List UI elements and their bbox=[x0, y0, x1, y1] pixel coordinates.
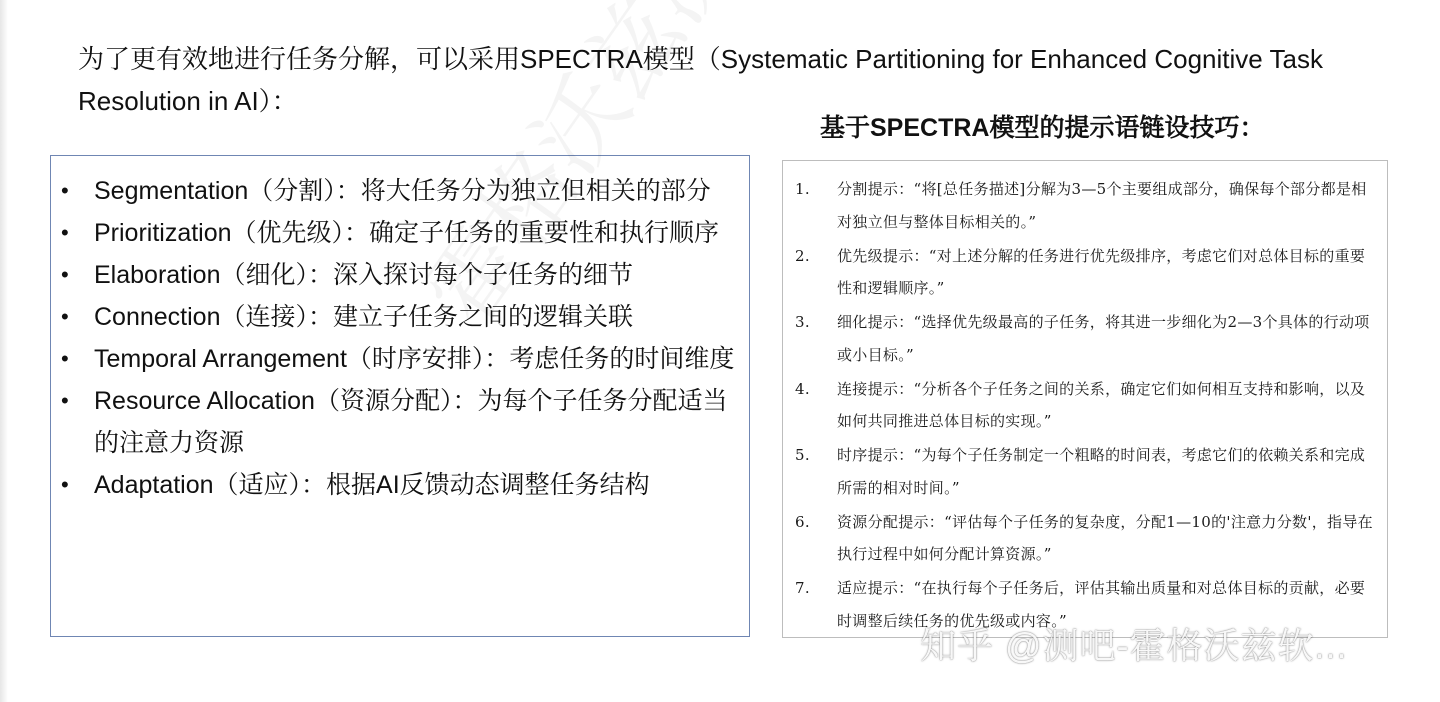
tip-item bbox=[783, 506, 1387, 571]
intro-paragraph: 为了更有效地进行任务分解，可以采用SPECTRA模型（Systematic Partitioning for Enhanced Cognitive Task Resolution in AI）： bbox=[78, 44, 1323, 116]
tip-item bbox=[783, 373, 1387, 438]
tip-text: 时序提示：“为每个子任务制定一个粗略的时间表，考虑它们的依赖关系和完成所需的相对时间。” bbox=[837, 446, 1366, 497]
bullet-icon: • bbox=[61, 388, 69, 413]
tip-text: 优先级提示：“对上述分解的任务进行优先级排序，考虑它们对总体目标的重要性和逻辑顺序。” bbox=[837, 246, 1366, 297]
list-item bbox=[51, 212, 749, 254]
tip-item bbox=[783, 173, 1387, 238]
zhihu-watermark: 知乎 @测吧-霍格沃兹软... bbox=[920, 625, 1348, 666]
list-item-text: Temporal Arrangement（时序安排）：考虑任务的时间维度 bbox=[94, 345, 735, 373]
list-item-text: Prioritization（优先级）：确定子任务的重要性和执行顺序 bbox=[94, 219, 720, 247]
list-item bbox=[51, 170, 749, 212]
list-item-text: Adaptation（适应）：根据AI反馈动态调整任务结构 bbox=[94, 471, 650, 499]
left-edge-shade bbox=[0, 0, 8, 702]
tip-text: 细化提示：“选择优先级最高的子任务，将其进一步细化为2—3个具体的行动项或小目标。” bbox=[837, 313, 1370, 364]
tip-number: 3. bbox=[795, 313, 810, 331]
tip-number: 6. bbox=[795, 512, 810, 531]
tip-text: 连接提示：“分析各个子任务之间的关系，确定它们如何相互支持和影响，以及如何共同推进总体目标的实现。” bbox=[837, 379, 1366, 430]
bullet-icon: • bbox=[61, 304, 69, 329]
list-item bbox=[51, 338, 749, 380]
bullet-icon: • bbox=[61, 220, 69, 245]
list-item-text: Connection（连接）：建立子任务之间的逻辑关联 bbox=[94, 303, 633, 331]
list-item-text: Elaboration（细化）：深入探讨每个子任务的细节 bbox=[94, 261, 633, 289]
spectra-definition-box bbox=[50, 155, 750, 637]
list-item bbox=[51, 296, 749, 338]
tips-title: 基于SPECTRA模型的提示语链设技巧： bbox=[820, 114, 1265, 142]
tip-number: 2. bbox=[795, 246, 810, 265]
tip-text: 适应提示：“在执行每个子任务后，评估其输出质量和对总体目标的贡献，必要时调整后续任务的优先级或内容。” bbox=[837, 579, 1366, 630]
tip-number: 1. bbox=[795, 180, 810, 198]
list-item-text: Segmentation（分割）：将大任务分为独立但相关的部分 bbox=[94, 177, 711, 205]
tip-number: 7. bbox=[795, 579, 810, 597]
tip-number: 4. bbox=[795, 379, 810, 398]
tip-item bbox=[783, 306, 1387, 371]
tips-list bbox=[783, 161, 1387, 637]
bullet-icon: • bbox=[61, 178, 69, 203]
tip-item bbox=[783, 439, 1387, 504]
tip-number: 5. bbox=[795, 446, 810, 464]
bullet-icon: • bbox=[61, 472, 69, 497]
tip-item bbox=[783, 240, 1387, 305]
list-item bbox=[51, 464, 749, 506]
tip-text: 资源分配提示：“评估每个子任务的复杂度，分配1—10的'注意力分数'，指导在执行过程中如何分配计算资源。” bbox=[837, 512, 1373, 563]
list-item-text: Resource Allocation（资源分配）：为每个子任务分配适当的注意力资源 bbox=[94, 387, 728, 457]
tips-box bbox=[782, 160, 1388, 638]
bullet-icon: • bbox=[61, 346, 69, 371]
list-item bbox=[51, 380, 749, 464]
tip-text: 分割提示：“将[总任务描述]分解为3—5个主要组成部分，确保每个部分都是相对独立但与整体目标相关的。” bbox=[837, 180, 1367, 231]
spectra-list bbox=[51, 156, 749, 506]
bullet-icon: • bbox=[61, 262, 69, 287]
list-item bbox=[51, 254, 749, 296]
